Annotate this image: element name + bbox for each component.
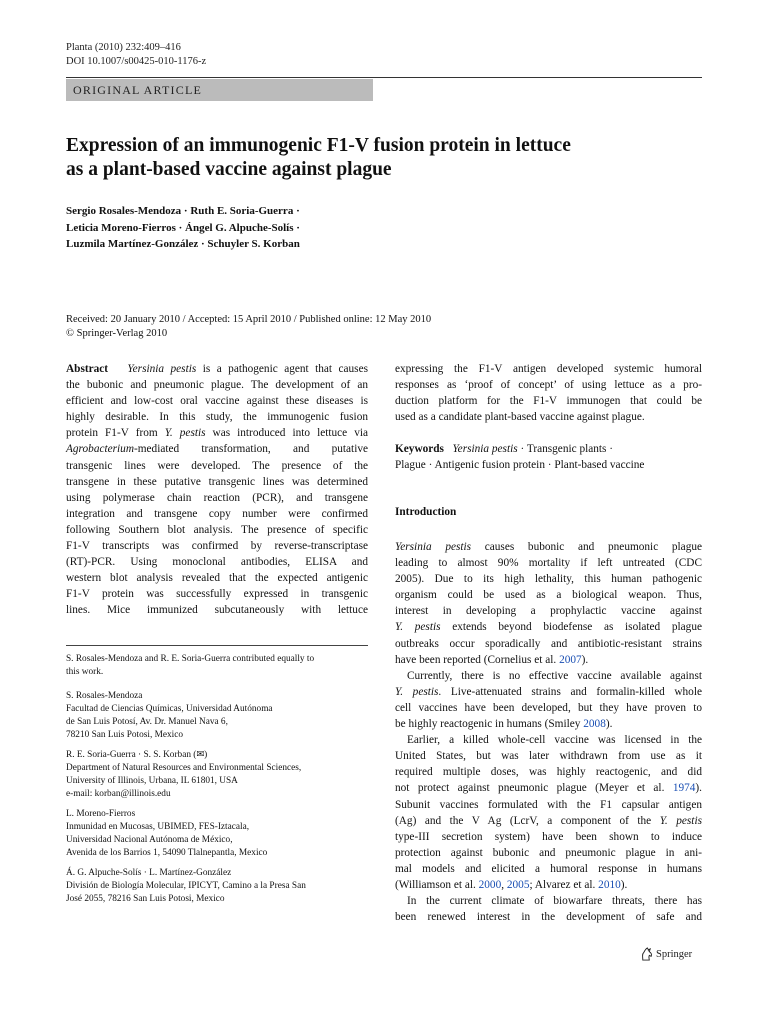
text-line: Yersinia pestis causes bubonic and pneumonic plague: [395, 541, 703, 553]
text-line: have been reported (Cornelius et al. 2007).: [395, 653, 589, 666]
text-line: (Ag) and the V Ag (LcrV, a component of the Y. pestis: [395, 814, 702, 827]
text-line: interest in developing a prophylactic vaccine against: [395, 605, 702, 618]
footnote-line: this work.: [66, 667, 104, 677]
text-line: been renewed interest in the development of safe and: [395, 911, 702, 924]
doi: DOI 10.1007/s00425-010-1176-z: [66, 56, 207, 67]
affiliation-line: Á. G. Alpuche-Solís · L. Martínez-González: [66, 868, 232, 878]
abstract-label: Abstract: [66, 363, 109, 375]
affiliation-line: 78210 San Luis Potosi, Mexico: [66, 730, 183, 740]
text-line: F1-V transcripts was confirmed by reverse-transcriptase: [66, 540, 368, 553]
history-dates: Received: 20 January 2010 / Accepted: 15 April 2010 / Published online: 12 May 2010: [66, 314, 432, 325]
author-list: [66, 203, 466, 253]
abstract: [66, 361, 368, 619]
text-line: transgenic lines were developed. The presence of the: [66, 459, 368, 472]
springer-horse-icon: [640, 947, 653, 961]
affiliation-entry: [66, 808, 368, 860]
text-line: mal models and elicited a humoral response in humans: [395, 862, 702, 875]
text-line: Abstract Yersinia pestis is a pathogenic agent that causes: [66, 363, 368, 375]
keywords-line: Yersinia pestis · Transgenic plants ·: [452, 443, 614, 455]
publisher-name: Springer: [656, 948, 693, 960]
article-type-label: ORIGINAL ARTICLE: [66, 79, 373, 101]
keywords-line: Plague · Antigenic fusion protein · Plant-based vaccine: [395, 459, 645, 472]
text-line: not protect against pneumonic plague (Meyer et al. 1974).: [395, 782, 702, 795]
text-line: transgene in these putative transgenic lines was determined: [66, 475, 368, 488]
affiliation-line: L. Moreno-Fierros: [66, 809, 136, 819]
footnote-line: S. Rosales-Mendoza and R. E. Soria-Guerra contributed equally to: [66, 654, 315, 664]
header-rule: [66, 77, 702, 78]
text-line: Y. pestis. Live-attenuated strains and formalin-killed whole: [395, 685, 702, 698]
affiliations: [66, 690, 368, 913]
text-line: Agrobacterium-mediated transformation, and putative: [66, 443, 368, 456]
text-line: using polymerase chain reaction (PCR), and transgene: [66, 491, 368, 504]
text-line: protein F1-V from Y. pestis was introduced into lettuce via: [66, 427, 368, 440]
affiliation-line: Inmunidad en Mucosas, UBIMED, FES-Iztacala,: [66, 822, 250, 832]
affiliation-line: e-mail: korban@illinois.edu: [66, 789, 171, 799]
text-line: responses as ‘proof of concept’ of using lettuce as a pro-: [395, 379, 702, 392]
text-line: efficient and low-cost oral vaccine against these diseases is: [66, 395, 368, 408]
affiliation-line: José 2055, 78216 San Luis Potosi, Mexico: [66, 894, 225, 904]
text-line: used as a candidate plant-based vaccine against plague.: [395, 411, 645, 424]
journal-citation: Planta (2010) 232:409–416: [66, 42, 181, 53]
keywords-label: Keywords: [395, 443, 444, 455]
text-line: outbreaks occur sporadically and antibiotic-resistant strains: [395, 637, 702, 650]
text-line: required multiple doses, was highly reactogenic, and did: [395, 766, 702, 779]
text-line: 2005). Due to its high lethality, this human pathogenic: [395, 573, 702, 586]
publication-dates: [66, 313, 702, 341]
article-title: [66, 134, 686, 182]
text-line: Y. pestis extends beyond biodefense as isolated plague: [395, 621, 702, 634]
text-line: be highly reactogenic in humans (Smiley 2008).: [395, 718, 613, 731]
text-line: (Williamson et al. 2000, 2005; Alvarez et al. 2010).: [395, 878, 628, 891]
text-line: F1-V protein was successfully expressed in transgenic: [66, 588, 368, 601]
text-line: protection against bubonic and pneumonic plague in ani-: [395, 846, 702, 859]
section-heading-introduction: Introduction: [395, 506, 457, 518]
abstract-continued: [395, 361, 702, 425]
text-line: the bubonic and pneumonic plague. The development of an: [66, 379, 368, 392]
text-line: western blot analysis revealed that the expected antigenic: [66, 572, 368, 585]
text-line: highly desirable. In this study, the immunogenic fusion: [66, 411, 368, 424]
text-line: organism could be used as a biological weapon. Thus,: [395, 589, 702, 602]
text-line: lines. Mice immunized subcutaneously with lettuce: [66, 604, 368, 617]
text-line: Subunit vaccines formulated with the F1 capsular antigen: [395, 798, 702, 811]
copyright: © Springer-Verlag 2010: [66, 328, 168, 339]
introduction-text: [395, 539, 702, 925]
author-line: Luzmila Martínez-González · Schuyler S. Korban: [66, 238, 300, 250]
affiliation-line: S. Rosales-Mendoza: [66, 691, 143, 701]
affiliation-line: Facultad de Ciencias Químicas, Universidad Autónoma: [66, 704, 273, 714]
affiliation-entry: [66, 867, 368, 906]
affiliation-line: de San Luis Potosí, Av. Dr. Manuel Nava 6,: [66, 717, 228, 727]
footnote-rule: [66, 645, 368, 646]
author-line: Leticia Moreno-Fierros · Ángel G. Alpuche-Solís ·: [66, 221, 300, 234]
affiliation-line: División de Biología Molecular, IPICYT, Camino a la Presa San: [66, 881, 306, 891]
text-line: following Southern blot analysis. The presence of specific: [66, 523, 368, 536]
text-line: (RT)-PCR. Using monoclonal antibodies, ELISA and: [66, 556, 368, 569]
publisher-logo: [640, 947, 692, 961]
affiliation-entry: [66, 749, 368, 801]
affiliation-line: Department of Natural Resources and Environmental Sciences,: [66, 763, 302, 773]
affiliation-entry: [66, 690, 368, 742]
text-line: United States, but was later withdrawn from use as it: [395, 750, 702, 763]
title-line: Expression of an immunogenic F1-V fusion protein in lettuce: [66, 135, 571, 156]
text-line: Currently, there is no effective vaccine available against: [407, 669, 702, 682]
affiliation-line: Avenida de los Barrios 1, 54090 Tlalnepantla, Mexico: [66, 848, 268, 858]
text-line: Earlier, a killed whole-cell vaccine was licensed in the: [407, 734, 702, 747]
text-line: integration and transgene copy number were confirmed: [66, 507, 368, 520]
text-line: In the current climate of biowarfare threats, there has: [407, 895, 702, 908]
text-line: duction platform for the F1-V immunogen that could be: [395, 395, 702, 408]
keywords: [395, 441, 702, 473]
affiliation-line: R. E. Soria-Guerra · S. S. Korban (✉): [66, 750, 208, 760]
text-line: type-III secretion system) have been shown to induce: [395, 830, 702, 843]
text-line: cell vaccines have been developed, but they have proven to: [395, 701, 702, 714]
author-line: Sergio Rosales-Mendoza · Ruth E. Soria-Guerra ·: [66, 205, 300, 217]
title-line: as a plant-based vaccine against plague: [66, 159, 392, 180]
contribution-note: [66, 653, 368, 679]
affiliation-line: Universidad Nacional Autónoma de México,: [66, 835, 233, 845]
text-line: expressing the F1-V antigen developed systemic humoral: [395, 363, 702, 375]
affiliation-line: University of Illinois, Urbana, IL 61801, USA: [66, 776, 238, 786]
text-line: leading to almost 90% mortality if left untreated (CDC: [395, 557, 702, 570]
